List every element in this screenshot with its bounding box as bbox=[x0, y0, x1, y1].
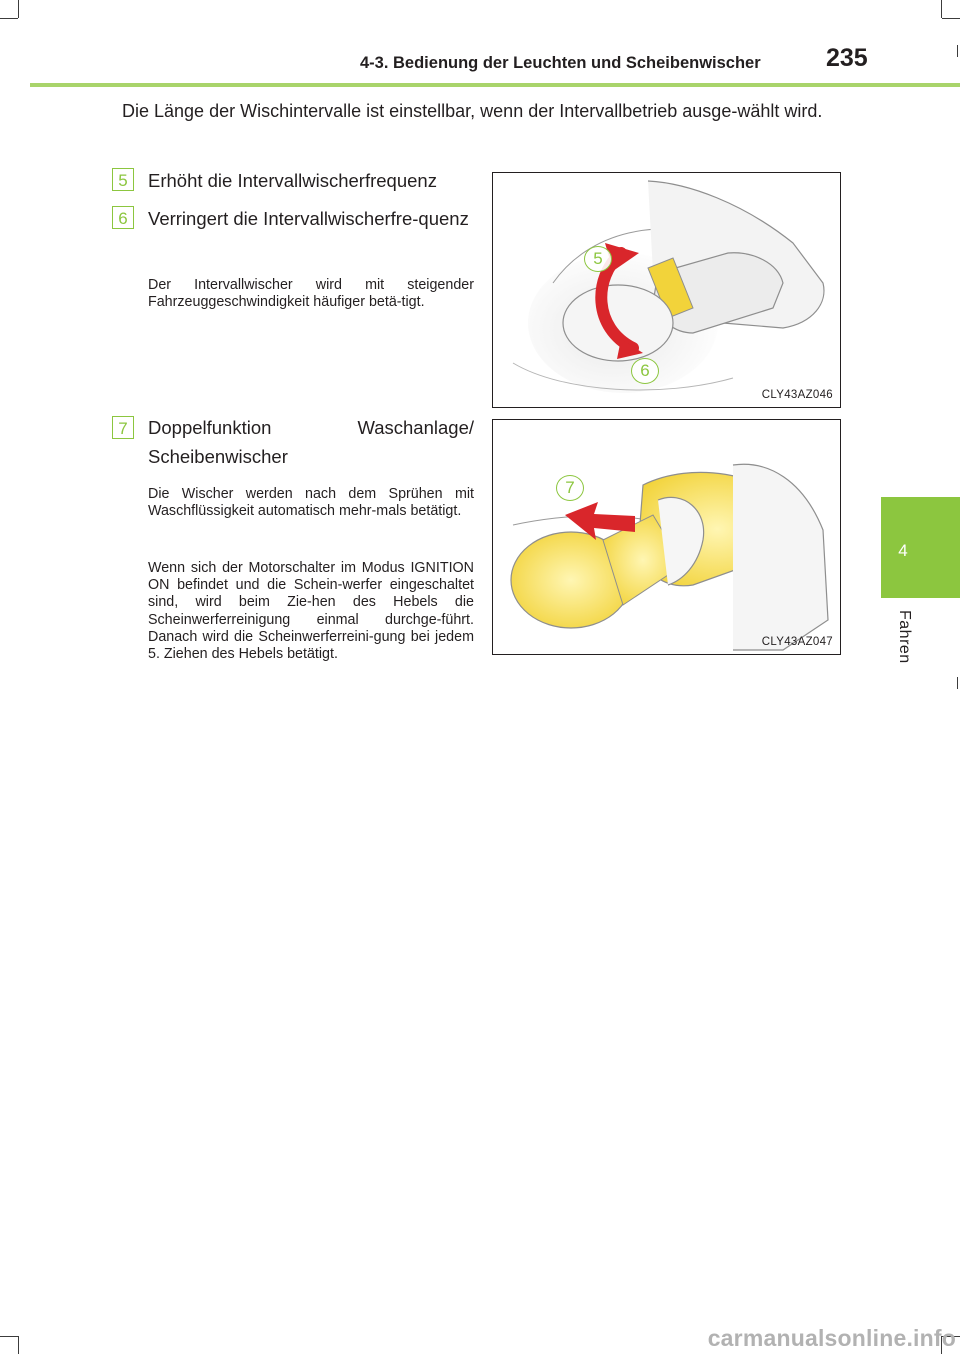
crop-mark bbox=[18, 0, 19, 18]
page-number: 235 bbox=[826, 44, 868, 72]
item-badge-5: 5 bbox=[112, 168, 134, 191]
chapter-label: Fahren bbox=[896, 610, 913, 664]
watermark: carmanualsonline.info bbox=[707, 1325, 956, 1351]
crop-mark bbox=[0, 1336, 18, 1337]
item-title-6: Verringert die Intervallwischerfre-quenz bbox=[148, 208, 469, 229]
crop-mark bbox=[957, 677, 958, 689]
wiper-lever-illustration bbox=[493, 173, 841, 408]
chapter-tab bbox=[881, 497, 960, 598]
figure-washer-function bbox=[492, 419, 841, 655]
item-note-6: Der Intervallwischer wird mit steigender Fahrzeuggeschwindigkeit häufiger betä-tigt. bbox=[148, 277, 474, 311]
crop-mark bbox=[0, 18, 18, 19]
item-note-7a: Die Wischer werden nach dem Sprühen mit Waschflüssigkeit automatisch mehr-mals betätigt. bbox=[148, 486, 474, 520]
crop-mark bbox=[18, 1336, 19, 1354]
figure-callout-6: 6 bbox=[631, 358, 659, 384]
item-title-5: Erhöht die Intervallwischerfrequenz bbox=[148, 170, 437, 191]
figure-wiper-interval bbox=[492, 172, 841, 408]
section-title: 4-3. Bedienung der Leuchten und Scheibenwischer bbox=[360, 54, 761, 72]
header-rule bbox=[30, 83, 960, 87]
item-note-7b: Wenn sich der Motorschalter im Modus IGNITION ON befindet und die Schein-werfer eingeschaltet sind, wird beim Zie-hen des Hebels die Scheinwerferreinigung einmal durchge-führt. Danach wird die Scheinwerferreini-gung bei jedem 5. Ziehen des Hebels betätigt. bbox=[148, 560, 474, 663]
crop-mark bbox=[941, 0, 942, 18]
washer-lever-illustration bbox=[493, 420, 841, 655]
figure-code: CLY43AZ046 bbox=[761, 389, 833, 401]
figure-callout-5: 5 bbox=[584, 246, 612, 272]
item-badge-7: 7 bbox=[112, 416, 134, 439]
crop-mark bbox=[957, 45, 958, 57]
intro-paragraph: Die Länge der Wischintervalle ist einstellbar, wenn der Intervallbetrieb ausge-wählt wird. bbox=[122, 101, 823, 121]
figure-code: CLY43AZ047 bbox=[761, 636, 833, 648]
crop-mark bbox=[942, 18, 960, 19]
item-title-7: Doppelfunktion Waschanlage/ Scheibenwischer bbox=[148, 417, 474, 467]
item-badge-6: 6 bbox=[112, 206, 134, 229]
chapter-number: 4 bbox=[898, 541, 908, 560]
figure-callout-7: 7 bbox=[556, 475, 584, 501]
